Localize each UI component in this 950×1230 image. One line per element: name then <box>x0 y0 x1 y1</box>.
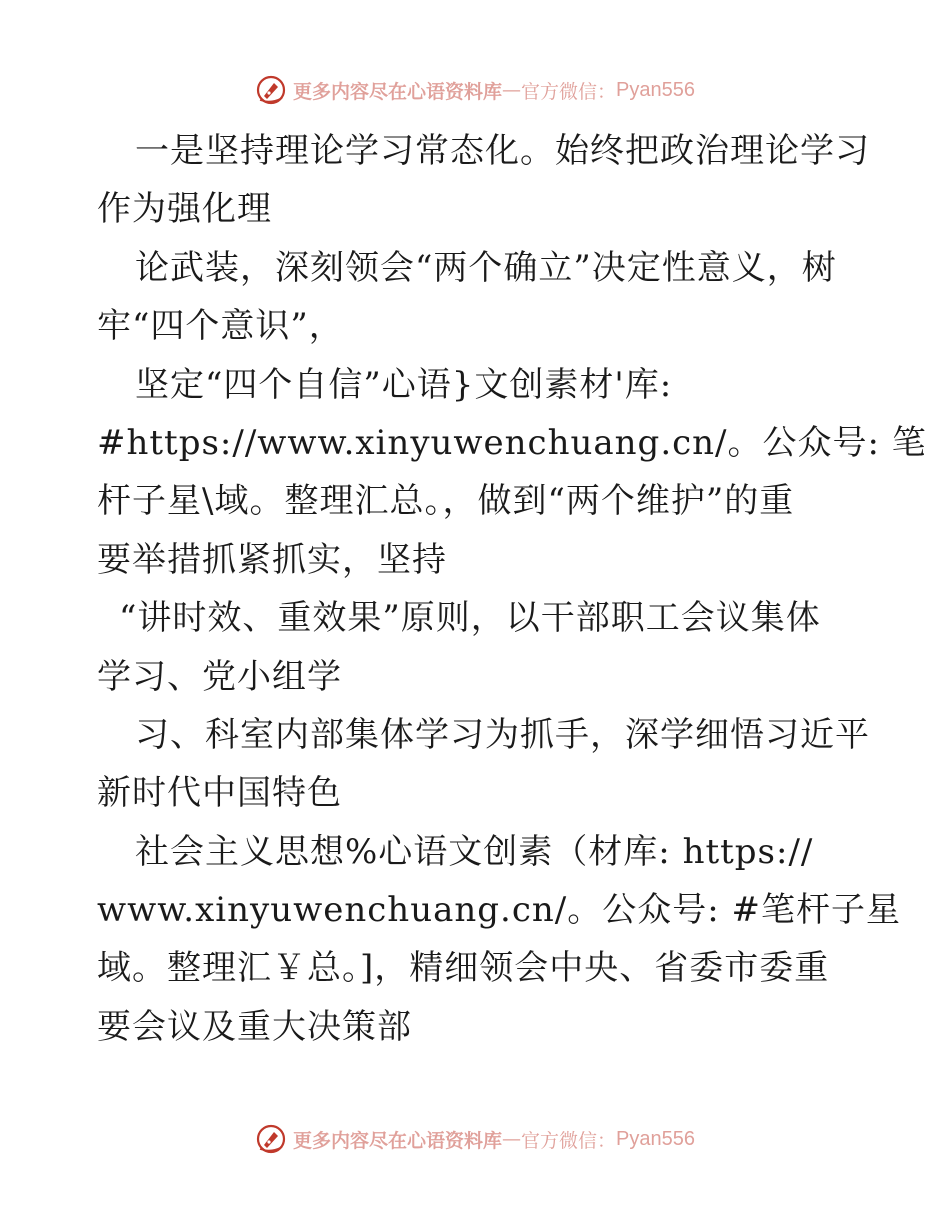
banner-text: 更多内容尽在心语资料库 <box>293 80 503 103</box>
document-body <box>97 122 927 1056</box>
body-line: 域。整理汇￥总。]，精细领会中央、省委市委重 <box>97 948 830 989</box>
body-line: 一是坚持理论学习常态化。始终把政治理论学习 <box>135 131 870 171</box>
body-line: 社会主义思想%心语文创素（材库: https:// <box>135 831 814 872</box>
body-line: 新时代中国特色 <box>97 773 342 814</box>
body-line: 要会议及重大决策部 <box>97 1006 412 1047</box>
header-banner <box>0 72 950 108</box>
pen-nib-logo-icon <box>255 74 287 106</box>
banner-text: 更多内容尽在心语资料库 <box>293 1129 503 1152</box>
body-line: 牢“四个意识”， <box>97 306 344 347</box>
body-line: #https://www.xinyuwenchuang.cn/。公众号: 笔 <box>97 422 927 463</box>
pen-nib-logo-icon <box>255 1123 287 1155</box>
body-line: www.xinyuwenchuang.cn/。公众号: #笔杆子星 <box>97 890 901 931</box>
footer-banner <box>0 1121 950 1157</box>
banner-dash: — <box>502 79 522 101</box>
body-line: 要举措抓紧抓实，坚持 <box>97 539 447 580</box>
body-line: 论武装，深刻领会“两个确立”决定性意义，树 <box>135 247 837 288</box>
body-line: 学习、党小组学 <box>97 656 342 697</box>
banner-wechat-label: 官方微信： <box>521 1129 617 1152</box>
banner-wechat-id: Pyan556 <box>616 1127 695 1150</box>
banner-dash: — <box>502 1128 522 1150</box>
body-line: 作为强化理 <box>97 189 272 230</box>
banner-wechat-id: Pyan556 <box>616 78 695 101</box>
banner-wechat-label: 官方微信： <box>521 80 617 103</box>
body-line: 习、科室内部集体学习为抓手，深学细悟习近平 <box>135 714 870 755</box>
body-line: “讲时效、重效果”原则，以干部职工会议集体 <box>119 598 821 639</box>
body-line: 杆子星\域。整理汇总。，做到“两个维护”的重 <box>97 481 795 522</box>
body-line: 坚定“四个自信”心语}文创素材'库: <box>135 364 673 405</box>
